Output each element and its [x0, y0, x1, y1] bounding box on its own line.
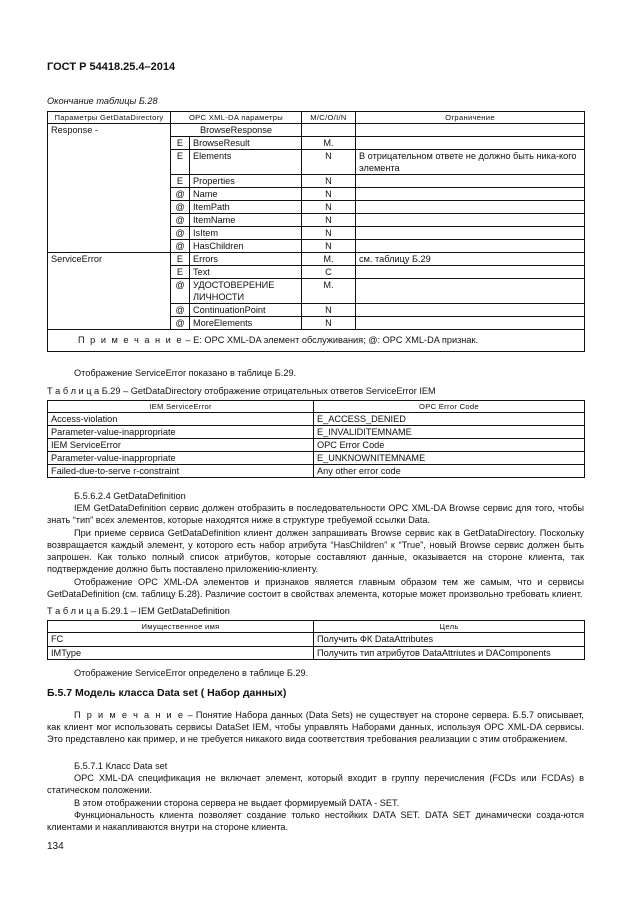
- limit-cell: В отрицательном ответе не должно быть ника-кого элемента: [356, 150, 585, 175]
- header-cell: Ограничение: [356, 112, 585, 124]
- table-row: [48, 633, 585, 647]
- header-cell: Параметры GetDataDirectory: [48, 112, 171, 124]
- prefix-cell: E: [171, 266, 190, 279]
- xml-cell: Text: [190, 266, 302, 279]
- table-row: [48, 188, 585, 201]
- param-cell: [48, 201, 171, 214]
- xml-cell: BrowseResult: [190, 137, 302, 150]
- limit-cell: [356, 188, 585, 201]
- param-cell: [48, 304, 171, 317]
- prefix-cell: E: [171, 150, 190, 175]
- prefix-cell: E: [171, 137, 190, 150]
- limit-cell: см. таблицу Б.29: [356, 253, 585, 266]
- limit-cell: [356, 279, 585, 304]
- table-cell: IMType: [48, 646, 314, 660]
- paragraph: При приеме сервиса GetDataDefinition клиент должен запрашивать Browse сервис как в GetDataDirectory. Поскольку возвращается каждый элемент, у которого есть набор атрибута “HasChildren” к “True”, новый Browse сервис должен быть запрошен. Как только полный список атрибутов, которые составляют данные, оказывается на стороне клиента, так подтверждение должно быть поставлено приложению-клиенту.: [47, 528, 584, 575]
- table-row: [48, 150, 585, 175]
- table-row: [48, 175, 585, 188]
- xml-cell: ContinuationPoint: [190, 304, 302, 317]
- table-cell: E_ACCESS_DENIED: [314, 413, 585, 426]
- prefix-cell: @: [171, 214, 190, 227]
- table-cell: OPC Error Code: [314, 439, 585, 452]
- mcoin-cell: N: [302, 240, 356, 253]
- mcoin-cell: [302, 124, 356, 137]
- param-cell: [48, 240, 171, 253]
- xml-cell: Elements: [190, 150, 302, 175]
- table291-caption: Т а б л и ц а Б.29.1 – IEM GetDataDefinition: [47, 606, 230, 616]
- param-cell: [48, 175, 171, 188]
- table29-caption: Т а б л и ц а Б.29 – GetDataDirectory отображение отрицательных ответов ServiceError IEM: [47, 386, 436, 396]
- param-cell: [48, 266, 171, 279]
- limit-cell: [356, 137, 585, 150]
- section-heading: Б.5.6.2.4 GetDataDefinition: [74, 491, 186, 501]
- param-cell: [48, 150, 171, 175]
- table-cell: Any other error code: [314, 465, 585, 478]
- table-cell: IEM ServiceError: [48, 439, 314, 452]
- table-row: [48, 227, 585, 240]
- table-row: [48, 426, 585, 439]
- table-row: [48, 124, 585, 137]
- header-cell: IEM ServiceError: [48, 401, 314, 413]
- standard-title: ГОСТ Р 54418.25.4–2014: [47, 61, 176, 73]
- table-row: [48, 646, 585, 660]
- xml-cell: Name: [190, 188, 302, 201]
- table-row: [48, 253, 585, 266]
- param-cell: [48, 227, 171, 240]
- header-cell: OPC XML-DA параметры: [171, 112, 302, 124]
- xml-cell: Errors: [190, 253, 302, 266]
- note-text: – E: OPC XML-DA элемент обслуживания; @: OPC XML-DA признак.: [182, 335, 479, 345]
- prefix-cell: @: [171, 240, 190, 253]
- param-cell: ServiceError: [48, 253, 171, 266]
- prefix-cell: E: [171, 175, 190, 188]
- table-cell: Parameter-value-inappropriate: [48, 426, 314, 439]
- prefix-cell: @: [171, 201, 190, 214]
- table-row: [48, 266, 585, 279]
- xml-cell: УДОСТОВЕРЕНИЕ ЛИЧНОСТИ: [190, 279, 302, 304]
- paragraph: Отображение ServiceError показано в таблице Б.29.: [74, 368, 297, 378]
- subsection-heading: Б.5.7.1 Класс Data set: [74, 761, 168, 771]
- table-note-row: [48, 330, 585, 352]
- mcoin-cell: N: [302, 150, 356, 175]
- xml-cell: BrowseResponse: [171, 124, 302, 137]
- paragraph: В этом отображении сторона сервера не выдает формируемый DATA - SET.: [74, 798, 400, 808]
- mcoin-cell: N: [302, 317, 356, 330]
- table-row: [48, 279, 585, 304]
- header-cell: OPC Error Code: [314, 401, 585, 413]
- xml-cell: MoreElements: [190, 317, 302, 330]
- note-paragraph: [47, 709, 584, 745]
- table-row: [48, 240, 585, 253]
- mcoin-cell: N: [302, 214, 356, 227]
- paragraph: Отображение ServiceError определено в таблице Б.29.: [74, 668, 309, 678]
- table-cell: Failed-due-to-serve r-constraint: [48, 465, 314, 478]
- prefix-cell: @: [171, 279, 190, 304]
- note-label: П р и м е ч а н и е: [74, 710, 185, 720]
- mcoin-cell: C: [302, 266, 356, 279]
- table-b29-1: [47, 620, 585, 660]
- table-cell: Получить тип атрибутов DataAttriutes и DAComponents: [314, 646, 585, 660]
- table-cell: E_INVALIDITEMNAME: [314, 426, 585, 439]
- mcoin-cell: N: [302, 188, 356, 201]
- prefix-cell: @: [171, 188, 190, 201]
- prefix-cell: @: [171, 317, 190, 330]
- param-cell: [48, 188, 171, 201]
- note-text: – Понятие Набора данных (Data Sets) не существует на стороне сервера. Б.5.7 описывает, как клиент мог использовать сервисы DataSet IEM, чтобы управлять Наборами данных, используя OPC XML-DA сервисы. Это представлено как пример, и не требуется никакого вида соответствия требования реализации с этим отображением.: [47, 710, 584, 745]
- section-title: Б.5.7 Модель класса Data set ( Набор данных): [47, 687, 287, 699]
- mcoin-cell: N: [302, 227, 356, 240]
- limit-cell: [356, 317, 585, 330]
- mcoin-cell: M.: [302, 279, 356, 304]
- table-row: [48, 137, 585, 150]
- header-cell: Имущественное имя: [48, 621, 314, 633]
- header-cell: Цель: [314, 621, 585, 633]
- xml-cell: ItemPath: [190, 201, 302, 214]
- table-cell: Parameter-value-inappropriate: [48, 452, 314, 465]
- limit-cell: [356, 304, 585, 317]
- limit-cell: [356, 175, 585, 188]
- table-header-row: [48, 621, 585, 633]
- table-cell: Access-violation: [48, 413, 314, 426]
- note-label: П р и м е ч а н и е: [78, 335, 183, 345]
- table-cell: FC: [48, 633, 314, 647]
- xml-cell: HasChildren: [190, 240, 302, 253]
- mcoin-cell: N: [302, 304, 356, 317]
- paragraph: Отображение OPC XML-DA элементов и признаков является главным образом тем же самым, что и сервисы GetDataDefinition (см. таблицу Б.28). Различие состоит в свойствах элемента, которые может произвольно требовать клиент.: [47, 577, 584, 600]
- param-cell: [48, 214, 171, 227]
- paragraph: IEM GetDataDefinition сервис должен отобразить в последовательности OPC XML-DA Browse сервис для того, чтобы знать “тип” всех элементов, которые находятся ниже в структуре требуемой ссылки Data.: [47, 503, 584, 526]
- mcoin-cell: N: [302, 175, 356, 188]
- prefix-cell: @: [171, 227, 190, 240]
- table28-caption: Окончание таблицы Б.28: [47, 96, 158, 106]
- paragraph: Функциональность клиента позволяет создание только нестойких DATA SET. DATA SET динамически созда-ются клиентами и накапливаются внутри на стороне клиента.: [47, 810, 584, 833]
- table-note: [48, 330, 585, 352]
- table-header-row: [48, 112, 585, 124]
- prefix-cell: E: [171, 253, 190, 266]
- table-cell: E_UNKNOWNITEMNAME: [314, 452, 585, 465]
- limit-cell: [356, 124, 585, 137]
- xml-cell: ItemName: [190, 214, 302, 227]
- param-cell: Response -: [48, 124, 171, 137]
- mcoin-cell: M.: [302, 137, 356, 150]
- limit-cell: [356, 240, 585, 253]
- mcoin-cell: N: [302, 201, 356, 214]
- table-row: [48, 214, 585, 227]
- mcoin-cell: M.: [302, 253, 356, 266]
- table-b29: [47, 400, 585, 478]
- limit-cell: [356, 201, 585, 214]
- table-header-row: [48, 401, 585, 413]
- limit-cell: [356, 266, 585, 279]
- table-row: [48, 452, 585, 465]
- table-row: [48, 304, 585, 317]
- table-row: [48, 439, 585, 452]
- table-cell: Получить ФК DataAttributes: [314, 633, 585, 647]
- limit-cell: [356, 214, 585, 227]
- xml-cell: Properties: [190, 175, 302, 188]
- param-cell: [48, 279, 171, 304]
- table-row: [48, 201, 585, 214]
- table-row: [48, 317, 585, 330]
- header-cell: M/C/O/I/N: [302, 112, 356, 124]
- table-b28: [47, 111, 585, 352]
- page-number: 134: [47, 841, 64, 852]
- param-cell: [48, 317, 171, 330]
- table-row: [48, 413, 585, 426]
- table-row: [48, 465, 585, 478]
- prefix-cell: @: [171, 304, 190, 317]
- param-cell: [48, 137, 171, 150]
- paragraph: OPC XML-DA спецификация не включает элемент, который входит в группу перечисления (FCDs или FCDAs) в статическом положении.: [47, 773, 584, 796]
- limit-cell: [356, 227, 585, 240]
- xml-cell: IsItem: [190, 227, 302, 240]
